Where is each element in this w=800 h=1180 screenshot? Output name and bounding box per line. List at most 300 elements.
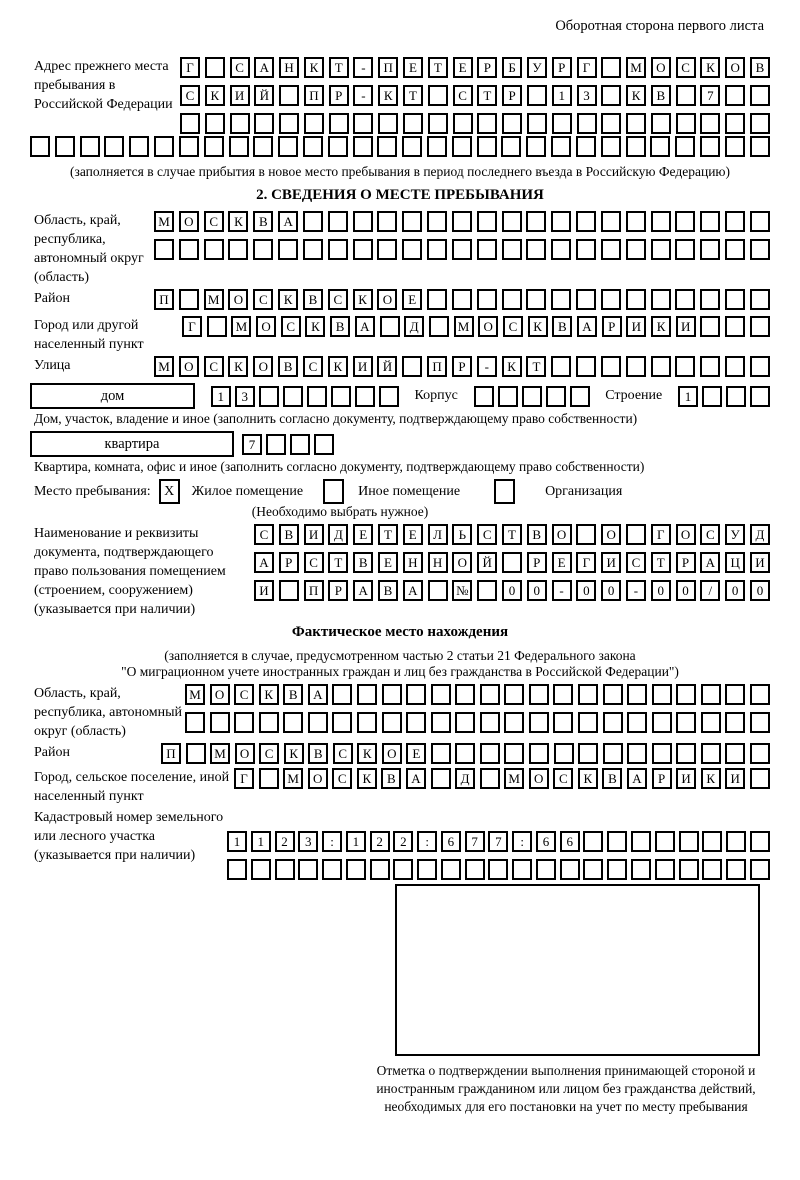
char-cell[interactable]: С — [503, 316, 523, 337]
char-cell[interactable]: С — [332, 768, 352, 789]
char-cell[interactable] — [377, 211, 397, 232]
char-cell[interactable]: И — [750, 552, 770, 573]
char-cell[interactable]: М — [504, 768, 524, 789]
char-cell[interactable]: А — [278, 211, 298, 232]
char-cell[interactable] — [651, 356, 671, 377]
char-cell[interactable] — [607, 831, 627, 852]
char-cell[interactable] — [251, 859, 271, 880]
char-cell[interactable]: М — [154, 356, 174, 377]
char-cell[interactable]: Й — [377, 356, 397, 377]
char-cell[interactable] — [279, 113, 299, 134]
char-cell[interactable]: 0 — [502, 580, 522, 601]
char-cell[interactable] — [750, 136, 770, 157]
char-cell[interactable] — [406, 684, 426, 705]
char-cell[interactable]: Т — [328, 552, 348, 573]
char-cell[interactable]: К — [259, 684, 279, 705]
char-cell[interactable] — [578, 743, 598, 764]
char-cell[interactable] — [328, 136, 348, 157]
char-cell[interactable] — [570, 386, 590, 407]
char-cell[interactable]: К — [701, 768, 721, 789]
char-cell[interactable]: М — [204, 289, 224, 310]
char-cell[interactable] — [55, 136, 75, 157]
char-cell[interactable] — [477, 113, 497, 134]
char-cell[interactable] — [650, 136, 670, 157]
char-cell[interactable]: С — [304, 552, 324, 573]
char-cell[interactable]: О — [452, 552, 472, 573]
char-cell[interactable]: С — [303, 356, 323, 377]
char-cell[interactable] — [554, 743, 574, 764]
char-cell[interactable] — [700, 211, 720, 232]
char-cell[interactable] — [551, 289, 571, 310]
char-cell[interactable]: 6 — [536, 831, 556, 852]
char-cell[interactable]: М — [283, 768, 303, 789]
char-cell[interactable] — [651, 239, 671, 260]
char-cell[interactable] — [601, 289, 621, 310]
char-cell[interactable] — [627, 684, 647, 705]
char-cell[interactable] — [355, 386, 375, 407]
char-cell[interactable] — [626, 356, 646, 377]
char-cell[interactable] — [427, 239, 447, 260]
char-cell[interactable] — [583, 831, 603, 852]
char-cell[interactable] — [652, 684, 672, 705]
char-cell[interactable] — [428, 113, 448, 134]
char-cell[interactable]: В — [253, 211, 273, 232]
char-cell[interactable] — [576, 524, 596, 545]
char-cell[interactable]: О — [651, 57, 671, 78]
char-cell[interactable]: С — [259, 743, 279, 764]
char-cell[interactable]: 1 — [251, 831, 271, 852]
char-cell[interactable] — [429, 316, 449, 337]
char-cell[interactable] — [702, 859, 722, 880]
char-cell[interactable] — [278, 239, 298, 260]
char-cell[interactable]: № — [452, 580, 472, 601]
char-cell[interactable]: Г — [577, 57, 597, 78]
char-cell[interactable] — [750, 239, 770, 260]
char-cell[interactable]: 1 — [346, 831, 366, 852]
char-cell[interactable] — [179, 239, 199, 260]
char-cell[interactable] — [504, 743, 524, 764]
char-cell[interactable] — [522, 386, 542, 407]
char-cell[interactable]: А — [577, 316, 597, 337]
char-cell[interactable] — [402, 239, 422, 260]
char-cell[interactable]: В — [527, 524, 547, 545]
char-cell[interactable]: В — [353, 552, 373, 573]
char-cell[interactable] — [431, 743, 451, 764]
char-cell[interactable] — [431, 712, 451, 733]
char-cell[interactable] — [357, 684, 377, 705]
char-cell[interactable]: К — [228, 211, 248, 232]
char-cell[interactable]: И — [676, 768, 696, 789]
char-cell[interactable]: 0 — [601, 580, 621, 601]
char-cell[interactable] — [577, 113, 597, 134]
char-cell[interactable]: О — [210, 684, 230, 705]
char-cell[interactable] — [259, 768, 279, 789]
char-cell[interactable]: Е — [378, 552, 398, 573]
char-cell[interactable]: 0 — [576, 580, 596, 601]
char-cell[interactable]: О — [256, 316, 276, 337]
char-cell[interactable]: - — [353, 57, 373, 78]
char-cell[interactable] — [154, 136, 174, 157]
char-cell[interactable]: И — [304, 524, 324, 545]
char-cell[interactable] — [526, 211, 546, 232]
char-cell[interactable]: О — [529, 768, 549, 789]
char-cell[interactable]: Е — [406, 743, 426, 764]
char-cell[interactable]: Т — [477, 85, 497, 106]
char-cell[interactable]: 3 — [577, 85, 597, 106]
char-cell[interactable]: К — [578, 768, 598, 789]
char-cell[interactable]: Д — [404, 316, 424, 337]
char-cell[interactable]: А — [355, 316, 375, 337]
char-cell[interactable] — [455, 684, 475, 705]
char-cell[interactable]: 6 — [560, 831, 580, 852]
char-cell[interactable] — [431, 684, 451, 705]
char-cell[interactable] — [477, 580, 497, 601]
char-cell[interactable] — [229, 136, 249, 157]
char-cell[interactable] — [601, 136, 621, 157]
char-cell[interactable] — [380, 316, 400, 337]
char-cell[interactable]: Г — [180, 57, 200, 78]
char-cell[interactable]: С — [477, 524, 497, 545]
char-cell[interactable] — [378, 113, 398, 134]
char-cell[interactable] — [452, 239, 472, 260]
char-cell[interactable] — [253, 239, 273, 260]
char-cell[interactable]: С — [453, 85, 473, 106]
char-cell[interactable] — [631, 831, 651, 852]
char-cell[interactable] — [406, 712, 426, 733]
char-cell[interactable]: О — [382, 743, 402, 764]
char-cell[interactable] — [304, 113, 324, 134]
char-cell[interactable] — [702, 386, 722, 407]
char-cell[interactable]: В — [602, 768, 622, 789]
char-cell[interactable] — [259, 712, 279, 733]
char-cell[interactable]: Е — [353, 524, 373, 545]
char-cell[interactable]: 1 — [211, 386, 231, 407]
char-cell[interactable] — [676, 684, 696, 705]
char-cell[interactable] — [488, 859, 508, 880]
char-cell[interactable] — [427, 289, 447, 310]
char-cell[interactable]: П — [304, 580, 324, 601]
char-cell[interactable] — [750, 684, 770, 705]
char-cell[interactable]: К — [278, 289, 298, 310]
char-cell[interactable]: О — [377, 289, 397, 310]
char-cell[interactable] — [551, 211, 571, 232]
char-cell[interactable]: К — [357, 743, 377, 764]
char-cell[interactable] — [576, 239, 596, 260]
char-cell[interactable]: В — [330, 316, 350, 337]
char-cell[interactable] — [726, 386, 746, 407]
char-cell[interactable] — [230, 113, 250, 134]
char-cell[interactable]: М — [231, 316, 251, 337]
char-cell[interactable] — [725, 712, 745, 733]
char-cell[interactable] — [701, 712, 721, 733]
char-cell[interactable] — [382, 712, 402, 733]
checkbox-residential[interactable]: X — [159, 479, 180, 504]
char-cell[interactable] — [502, 211, 522, 232]
char-cell[interactable]: 2 — [393, 831, 413, 852]
char-cell[interactable]: О — [228, 289, 248, 310]
char-cell[interactable] — [441, 859, 461, 880]
char-cell[interactable] — [526, 239, 546, 260]
char-cell[interactable]: С — [281, 316, 301, 337]
char-cell[interactable]: 1 — [678, 386, 698, 407]
char-cell[interactable] — [676, 743, 696, 764]
char-cell[interactable]: Р — [477, 57, 497, 78]
char-cell[interactable] — [725, 239, 745, 260]
char-cell[interactable] — [750, 356, 770, 377]
char-cell[interactable] — [314, 434, 334, 455]
char-cell[interactable]: В — [378, 580, 398, 601]
char-cell[interactable] — [750, 316, 770, 337]
checkbox-other-premises[interactable] — [323, 479, 344, 504]
char-cell[interactable] — [228, 239, 248, 260]
char-cell[interactable] — [303, 211, 323, 232]
char-cell[interactable] — [651, 113, 671, 134]
char-cell[interactable]: А — [254, 552, 274, 573]
char-cell[interactable]: С — [204, 356, 224, 377]
char-cell[interactable] — [700, 113, 720, 134]
char-cell[interactable]: О — [235, 743, 255, 764]
char-cell[interactable]: С — [553, 768, 573, 789]
char-cell[interactable] — [750, 768, 770, 789]
char-cell[interactable]: К — [353, 289, 373, 310]
char-cell[interactable] — [750, 386, 770, 407]
char-cell[interactable]: 1 — [552, 85, 572, 106]
char-cell[interactable]: К — [284, 743, 304, 764]
char-cell[interactable] — [498, 386, 518, 407]
char-cell[interactable] — [283, 712, 303, 733]
char-cell[interactable] — [726, 831, 746, 852]
char-cell[interactable]: Р — [328, 580, 348, 601]
char-cell[interactable] — [279, 85, 299, 106]
char-cell[interactable] — [303, 239, 323, 260]
char-cell[interactable] — [603, 712, 623, 733]
char-cell[interactable]: : — [417, 831, 437, 852]
char-cell[interactable]: М — [154, 211, 174, 232]
char-cell[interactable] — [601, 57, 621, 78]
char-cell[interactable]: А — [403, 580, 423, 601]
char-cell[interactable] — [601, 113, 621, 134]
char-cell[interactable] — [357, 712, 377, 733]
char-cell[interactable] — [526, 136, 546, 157]
char-cell[interactable] — [427, 136, 447, 157]
char-cell[interactable] — [307, 386, 327, 407]
char-cell[interactable] — [601, 356, 621, 377]
char-cell[interactable]: 7 — [700, 85, 720, 106]
char-cell[interactable]: С — [328, 289, 348, 310]
char-cell[interactable]: В — [303, 289, 323, 310]
char-cell[interactable]: В — [651, 85, 671, 106]
char-cell[interactable] — [417, 859, 437, 880]
char-cell[interactable] — [298, 859, 318, 880]
char-cell[interactable] — [259, 386, 279, 407]
char-cell[interactable] — [551, 136, 571, 157]
char-cell[interactable] — [480, 684, 500, 705]
char-cell[interactable]: М — [454, 316, 474, 337]
char-cell[interactable]: 7 — [242, 434, 262, 455]
char-cell[interactable]: К — [357, 768, 377, 789]
char-cell[interactable]: Р — [652, 768, 672, 789]
char-cell[interactable] — [750, 712, 770, 733]
char-cell[interactable] — [651, 211, 671, 232]
char-cell[interactable]: Й — [254, 85, 274, 106]
char-cell[interactable]: Р — [452, 356, 472, 377]
char-cell[interactable]: И — [254, 580, 274, 601]
char-cell[interactable] — [353, 239, 373, 260]
char-cell[interactable] — [346, 859, 366, 880]
char-cell[interactable] — [626, 239, 646, 260]
char-cell[interactable] — [652, 712, 672, 733]
char-cell[interactable] — [275, 859, 295, 880]
char-cell[interactable] — [576, 211, 596, 232]
char-cell[interactable]: О — [308, 768, 328, 789]
char-cell[interactable]: Т — [502, 524, 522, 545]
char-cell[interactable] — [329, 113, 349, 134]
char-cell[interactable] — [576, 356, 596, 377]
char-cell[interactable]: / — [700, 580, 720, 601]
char-cell[interactable]: Р — [602, 316, 622, 337]
char-cell[interactable] — [502, 552, 522, 573]
char-cell[interactable]: Б — [502, 57, 522, 78]
char-cell[interactable]: : — [322, 831, 342, 852]
char-cell[interactable] — [253, 136, 273, 157]
char-cell[interactable] — [452, 211, 472, 232]
char-cell[interactable] — [750, 743, 770, 764]
char-cell[interactable]: П — [154, 289, 174, 310]
char-cell[interactable] — [527, 113, 547, 134]
char-cell[interactable] — [402, 136, 422, 157]
char-cell[interactable]: В — [750, 57, 770, 78]
char-cell[interactable] — [578, 684, 598, 705]
house-box[interactable]: дом — [30, 383, 195, 409]
char-cell[interactable] — [80, 136, 100, 157]
char-cell[interactable]: И — [676, 316, 696, 337]
char-cell[interactable] — [104, 136, 124, 157]
char-cell[interactable] — [278, 136, 298, 157]
char-cell[interactable] — [180, 113, 200, 134]
char-cell[interactable] — [526, 289, 546, 310]
char-cell[interactable]: Ц — [725, 552, 745, 573]
char-cell[interactable] — [626, 113, 646, 134]
char-cell[interactable]: М — [185, 684, 205, 705]
char-cell[interactable] — [675, 239, 695, 260]
char-cell[interactable]: А — [254, 57, 274, 78]
char-cell[interactable] — [631, 859, 651, 880]
char-cell[interactable] — [210, 712, 230, 733]
char-cell[interactable]: С — [626, 552, 646, 573]
char-cell[interactable]: 2 — [275, 831, 295, 852]
char-cell[interactable]: И — [626, 316, 646, 337]
char-cell[interactable] — [204, 136, 224, 157]
char-cell[interactable]: Р — [279, 552, 299, 573]
char-cell[interactable]: К — [502, 356, 522, 377]
char-cell[interactable] — [353, 136, 373, 157]
char-cell[interactable] — [725, 289, 745, 310]
char-cell[interactable]: А — [353, 580, 373, 601]
char-cell[interactable] — [179, 289, 199, 310]
char-cell[interactable] — [403, 113, 423, 134]
char-cell[interactable]: Р — [329, 85, 349, 106]
char-cell[interactable]: С — [254, 524, 274, 545]
char-cell[interactable]: О — [179, 356, 199, 377]
char-cell[interactable] — [290, 434, 310, 455]
char-cell[interactable] — [266, 434, 286, 455]
char-cell[interactable]: 6 — [441, 831, 461, 852]
char-cell[interactable]: Т — [403, 85, 423, 106]
char-cell[interactable]: Т — [329, 57, 349, 78]
char-cell[interactable] — [546, 386, 566, 407]
char-cell[interactable]: - — [552, 580, 572, 601]
char-cell[interactable] — [186, 743, 206, 764]
char-cell[interactable] — [234, 712, 254, 733]
char-cell[interactable] — [370, 859, 390, 880]
char-cell[interactable] — [308, 712, 328, 733]
char-cell[interactable]: С — [230, 57, 250, 78]
char-cell[interactable] — [676, 85, 696, 106]
char-cell[interactable]: 3 — [298, 831, 318, 852]
char-cell[interactable]: В — [308, 743, 328, 764]
char-cell[interactable]: О — [676, 524, 696, 545]
char-cell[interactable]: Е — [403, 524, 423, 545]
char-cell[interactable] — [603, 684, 623, 705]
char-cell[interactable]: Р — [676, 552, 696, 573]
char-cell[interactable]: А — [627, 768, 647, 789]
char-cell[interactable] — [428, 580, 448, 601]
char-cell[interactable] — [655, 831, 675, 852]
char-cell[interactable]: 7 — [465, 831, 485, 852]
char-cell[interactable]: К — [378, 85, 398, 106]
char-cell[interactable]: : — [512, 831, 532, 852]
char-cell[interactable] — [607, 859, 627, 880]
char-cell[interactable]: 2 — [370, 831, 390, 852]
char-cell[interactable]: Г — [182, 316, 202, 337]
apartment-box[interactable]: квартира — [30, 431, 234, 457]
char-cell[interactable] — [393, 859, 413, 880]
char-cell[interactable]: О — [725, 57, 745, 78]
char-cell[interactable] — [474, 386, 494, 407]
char-cell[interactable]: Ь — [452, 524, 472, 545]
char-cell[interactable] — [676, 712, 696, 733]
char-cell[interactable] — [332, 684, 352, 705]
char-cell[interactable] — [477, 289, 497, 310]
char-cell[interactable]: - — [353, 85, 373, 106]
char-cell[interactable] — [675, 211, 695, 232]
char-cell[interactable]: С — [333, 743, 353, 764]
char-cell[interactable]: А — [700, 552, 720, 573]
char-cell[interactable] — [527, 85, 547, 106]
char-cell[interactable]: К — [304, 57, 324, 78]
char-cell[interactable] — [477, 136, 497, 157]
char-cell[interactable] — [676, 113, 696, 134]
char-cell[interactable]: Р — [552, 57, 572, 78]
char-cell[interactable] — [205, 57, 225, 78]
char-cell[interactable] — [529, 712, 549, 733]
char-cell[interactable] — [700, 316, 720, 337]
char-cell[interactable] — [725, 316, 745, 337]
char-cell[interactable]: Й — [477, 552, 497, 573]
char-cell[interactable]: Т — [378, 524, 398, 545]
char-cell[interactable] — [601, 211, 621, 232]
char-cell[interactable]: В — [283, 684, 303, 705]
char-cell[interactable] — [652, 743, 672, 764]
char-cell[interactable] — [207, 316, 227, 337]
char-cell[interactable]: В — [552, 316, 572, 337]
char-cell[interactable]: С — [253, 289, 273, 310]
char-cell[interactable] — [529, 743, 549, 764]
char-cell[interactable] — [185, 712, 205, 733]
char-cell[interactable] — [626, 524, 646, 545]
char-cell[interactable] — [332, 712, 352, 733]
char-cell[interactable] — [529, 684, 549, 705]
